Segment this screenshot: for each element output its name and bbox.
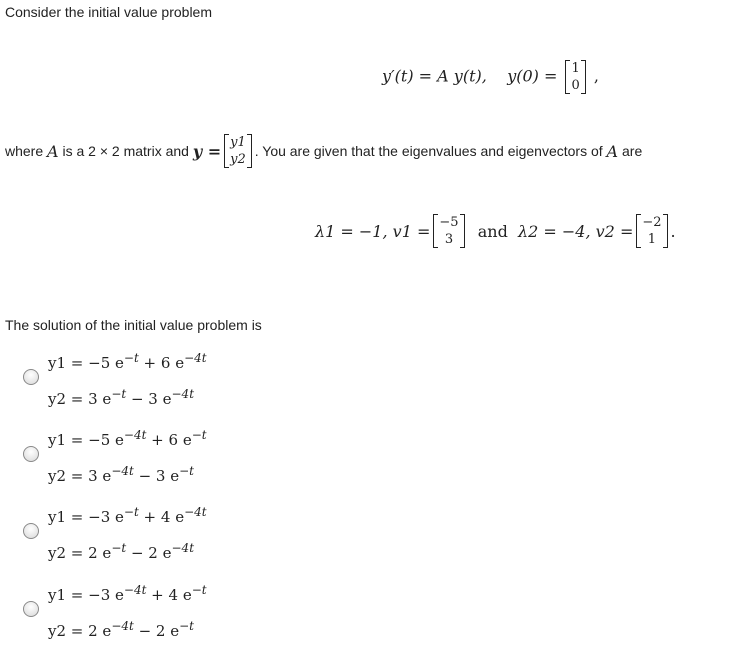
exponent: −t: [123, 505, 139, 519]
matrix-A: A: [47, 141, 59, 161]
vector-entry: 1: [647, 232, 657, 247]
term: y1 = −3 e: [48, 586, 124, 604]
option-2[interactable]: [48, 417, 207, 489]
where-line: [5, 134, 642, 168]
vector-entry: −5: [439, 215, 459, 230]
eigen-line: [315, 214, 676, 248]
y-entry: y2: [230, 152, 246, 167]
option-y1-equation: [48, 572, 207, 608]
exponent: −4t: [123, 583, 147, 597]
term: y2 = 2 e: [48, 544, 112, 562]
where-text: where: [5, 143, 44, 159]
ic-entry: 1: [571, 61, 580, 76]
term: − 2 e: [126, 544, 172, 562]
term: + 6 e: [146, 431, 192, 449]
term: + 4 e: [138, 508, 185, 526]
exponent: −4t: [111, 464, 134, 478]
ode-lhs: y′(t) = A y(t),: [382, 66, 487, 86]
option-radio-4[interactable]: [23, 601, 39, 617]
option-radio-1[interactable]: [23, 369, 39, 385]
exponent: −t: [123, 351, 139, 365]
where-text: are: [622, 143, 643, 159]
and-text: and: [477, 221, 508, 241]
term: y2 = 2 e: [48, 622, 112, 640]
exponent: −t: [179, 619, 195, 633]
option-y2-equation: [48, 376, 207, 412]
exponent: −4t: [171, 541, 195, 555]
exponent: −t: [111, 541, 127, 555]
vector-entry: 3: [444, 232, 454, 247]
exponent: −4t: [184, 505, 207, 519]
solution-label: The solution of the initial value problem is: [5, 317, 262, 333]
option-y1-equation: [48, 340, 207, 376]
ic-vector: [565, 60, 585, 94]
eigenvector-2: [636, 214, 667, 248]
matrix-A: A: [606, 141, 619, 161]
option-y1-equation: [48, 417, 207, 453]
term: y2 = 3 e: [48, 390, 112, 408]
exponent: −t: [191, 428, 207, 442]
exponent: −4t: [111, 619, 134, 633]
term: + 6 e: [138, 354, 185, 372]
exponent: −t: [191, 583, 207, 597]
ic-entry: 0: [571, 78, 580, 93]
option-radio-3[interactable]: [23, 523, 39, 539]
y-def: y =: [192, 141, 222, 161]
option-radio-2[interactable]: [23, 446, 39, 462]
eigenpair-1: λ1 = −1, v1 =: [315, 221, 431, 241]
y-entry: y1: [230, 135, 246, 150]
where-text: . You are given that the eigenvalues and eigenvectors of: [254, 143, 603, 159]
term: − 3 e: [133, 467, 180, 485]
eigenvector-1: [433, 214, 464, 248]
initial-condition: y(0) =: [507, 66, 558, 86]
term: − 2 e: [133, 622, 180, 640]
exponent: −4t: [184, 351, 207, 365]
option-3[interactable]: [48, 494, 207, 566]
option-y2-equation: [48, 453, 207, 489]
intro-text: Consider the initial value problem: [5, 4, 212, 20]
y-vector: [224, 134, 252, 168]
term: y1 = −3 e: [48, 508, 124, 526]
term: y1 = −5 e: [48, 431, 124, 449]
term: − 3 e: [126, 390, 172, 408]
period: .: [670, 221, 676, 241]
vector-entry: −2: [642, 215, 662, 230]
option-y1-equation: [48, 494, 207, 530]
option-y2-equation: [48, 608, 207, 644]
option-y2-equation: [48, 530, 207, 566]
exponent: −4t: [123, 428, 147, 442]
option-1[interactable]: [48, 340, 207, 412]
term: + 4 e: [146, 586, 192, 604]
option-4[interactable]: [48, 572, 207, 644]
ode-equation: y′(t) = A y(t), y(0) = 1 0 ,: [382, 61, 599, 93]
where-text: is a 2 × 2 matrix and: [62, 143, 189, 159]
eigenpair-2: λ2 = −4, v2 =: [517, 221, 634, 241]
term: y2 = 3 e: [48, 467, 112, 485]
term: y1 = −5 e: [48, 354, 124, 372]
exponent: −t: [179, 464, 195, 478]
exponent: −4t: [171, 387, 195, 401]
exponent: −t: [111, 387, 127, 401]
